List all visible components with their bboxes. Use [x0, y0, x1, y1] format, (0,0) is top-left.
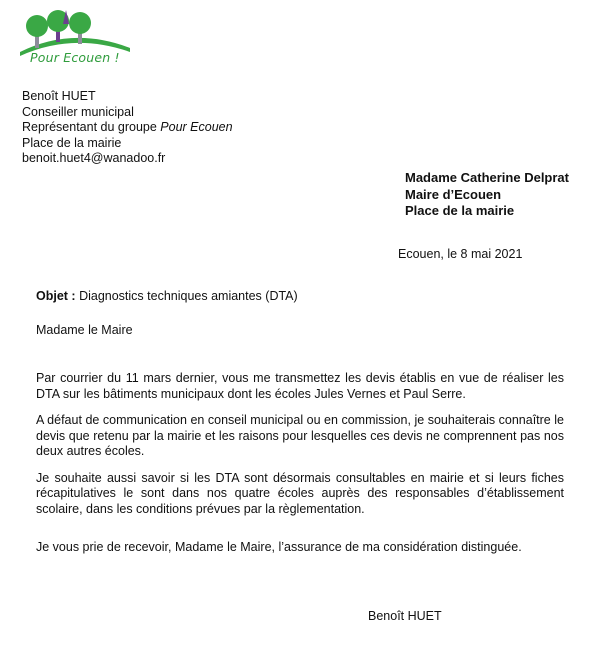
body-paragraph: A défaut de communication en conseil municipal ou en commission, je souhaiterais connaître le devis que retenu par la mairie et les raisons pour lesquelles ces devis ne comprennent pas nos deux autres écoles. [36, 413, 564, 458]
subject-label: Objet : [36, 289, 76, 303]
salutation: Madame le Maire [36, 323, 133, 337]
sender-group [22, 120, 233, 136]
recipient-address: Place de la mairie [405, 203, 515, 218]
sender-role: Conseiller municipal [22, 104, 134, 119]
body-paragraph: Par courrier du 11 mars dernier, vous me transmettez les devis établis en vue de réaliser les DTA sur les bâtiments municipaux dont les écoles Jules Vernes et Paul Serre. [36, 371, 564, 401]
subject-text: Diagnostics techniques amiantes (DTA) [75, 289, 298, 303]
recipient-block [405, 170, 569, 220]
sender-name: Benoît HUET [22, 89, 96, 103]
sender-group-prefix: Représentant du groupe [22, 120, 161, 134]
sender-block [22, 89, 233, 167]
sender-email: benoit.huet4@wanadoo.fr [22, 151, 166, 165]
sender-group-name: Pour Ecouen [160, 120, 233, 134]
recipient-title: Maire d’Ecouen [405, 186, 502, 202]
letter-body [36, 371, 564, 528]
logo-text: Pour Ecouen ! [30, 50, 120, 65]
letter-subject [36, 289, 298, 303]
closing-formula: Je vous prie de recevoir, Madame le Maire, l’assurance de ma considération distinguée. [36, 540, 522, 554]
signature: Benoît HUET [368, 609, 442, 623]
body-paragraph: Je souhaite aussi savoir si les DTA sont désormais consultables en mairie et si leurs fiches récapitulatives le sont dans nos quatre écoles auprès des responsables d’établissement scolaire, dans les conditions prévues par la règlementation. [36, 470, 564, 516]
sender-address: Place de la mairie [22, 135, 122, 150]
recipient-name: Madame Catherine Delprat [405, 170, 569, 185]
letter-date: Ecouen, le 8 mai 2021 [398, 247, 523, 261]
